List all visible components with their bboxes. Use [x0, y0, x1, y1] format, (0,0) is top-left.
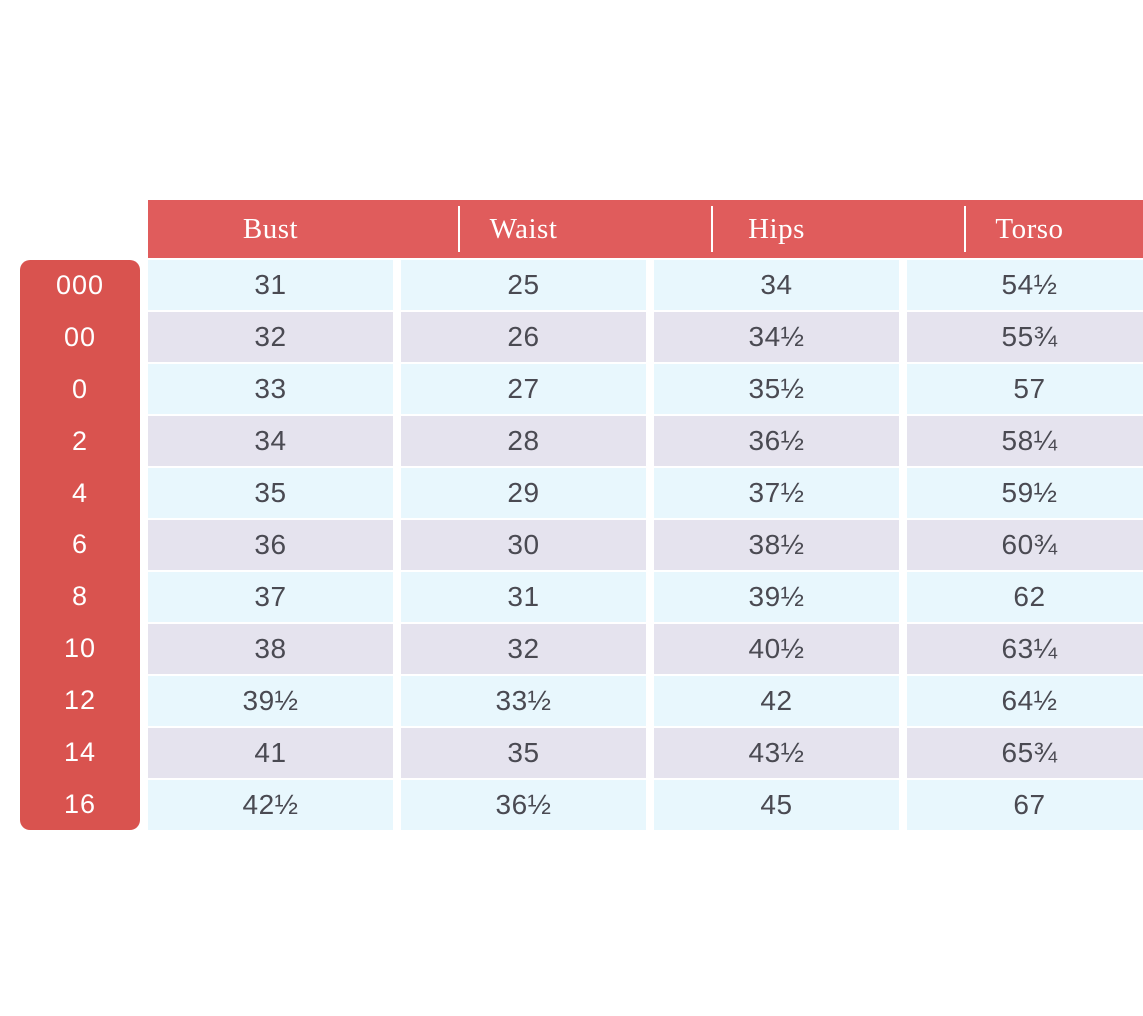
cell-bust: 41	[148, 728, 393, 778]
size-label: 10	[63, 633, 97, 664]
cell-torso: 67	[907, 780, 1143, 830]
column-header-waist	[401, 200, 646, 258]
cell-hips: 43½	[654, 728, 899, 778]
cell-torso: 65¾	[907, 728, 1143, 778]
cell-torso: 58¼	[907, 416, 1143, 466]
cell-waist: 33½	[401, 676, 646, 726]
cell-hips: 37½	[654, 468, 899, 518]
cell-hips: 38½	[654, 520, 899, 570]
cell-bust: 38	[148, 624, 393, 674]
column-header-bust	[148, 200, 393, 258]
cell-hips: 34½	[654, 312, 899, 362]
cell-hips: 39½	[654, 572, 899, 622]
size-column	[20, 260, 140, 830]
cell-bust: 31	[148, 260, 393, 310]
column-header-label: Waist	[489, 212, 558, 245]
cell-bust: 39½	[148, 676, 393, 726]
cell-torso: 54½	[907, 260, 1143, 310]
cell-waist: 28	[401, 416, 646, 466]
cell-torso: 60¾	[907, 520, 1143, 570]
cell-torso: 55¾	[907, 312, 1143, 362]
cell-bust: 32	[148, 312, 393, 362]
size-label: 00	[63, 321, 97, 352]
cell-hips: 42	[654, 676, 899, 726]
size-chart-table	[20, 200, 1123, 830]
column-header-label: Bust	[242, 212, 299, 245]
cell-bust: 35	[148, 468, 393, 518]
cell-waist: 27	[401, 364, 646, 414]
cell-torso: 64½	[907, 676, 1143, 726]
cell-torso: 57	[907, 364, 1143, 414]
cell-bust: 33	[148, 364, 393, 414]
column-header-hips	[654, 200, 899, 258]
cell-waist: 30	[401, 520, 646, 570]
size-chart-grid	[20, 200, 1123, 830]
cell-bust: 42½	[148, 780, 393, 830]
size-label: 0	[71, 373, 89, 404]
cell-bust: 36	[148, 520, 393, 570]
size-label: 2	[71, 425, 89, 456]
table-corner-cell	[20, 200, 140, 258]
cell-waist: 36½	[401, 780, 646, 830]
cell-hips: 45	[654, 780, 899, 830]
size-label: 4	[71, 477, 89, 508]
size-label: 14	[63, 737, 97, 768]
column-header-label: Hips	[748, 212, 805, 245]
cell-torso: 59½	[907, 468, 1143, 518]
cell-torso: 62	[907, 572, 1143, 622]
cell-bust: 34	[148, 416, 393, 466]
cell-waist: 29	[401, 468, 646, 518]
size-label: 16	[63, 789, 97, 820]
cell-waist: 25	[401, 260, 646, 310]
cell-waist: 31	[401, 572, 646, 622]
cell-waist: 35	[401, 728, 646, 778]
cell-waist: 26	[401, 312, 646, 362]
column-header-label: Torso	[995, 212, 1064, 245]
size-label: 8	[71, 581, 89, 612]
cell-hips: 34	[654, 260, 899, 310]
column-header-torso	[907, 200, 1143, 258]
size-label: 000	[55, 269, 105, 300]
cell-hips: 40½	[654, 624, 899, 674]
size-label: 12	[63, 685, 97, 716]
cell-hips: 36½	[654, 416, 899, 466]
cell-bust: 37	[148, 572, 393, 622]
cell-hips: 35½	[654, 364, 899, 414]
size-label: 6	[71, 529, 89, 560]
cell-torso: 63¼	[907, 624, 1143, 674]
cell-waist: 32	[401, 624, 646, 674]
